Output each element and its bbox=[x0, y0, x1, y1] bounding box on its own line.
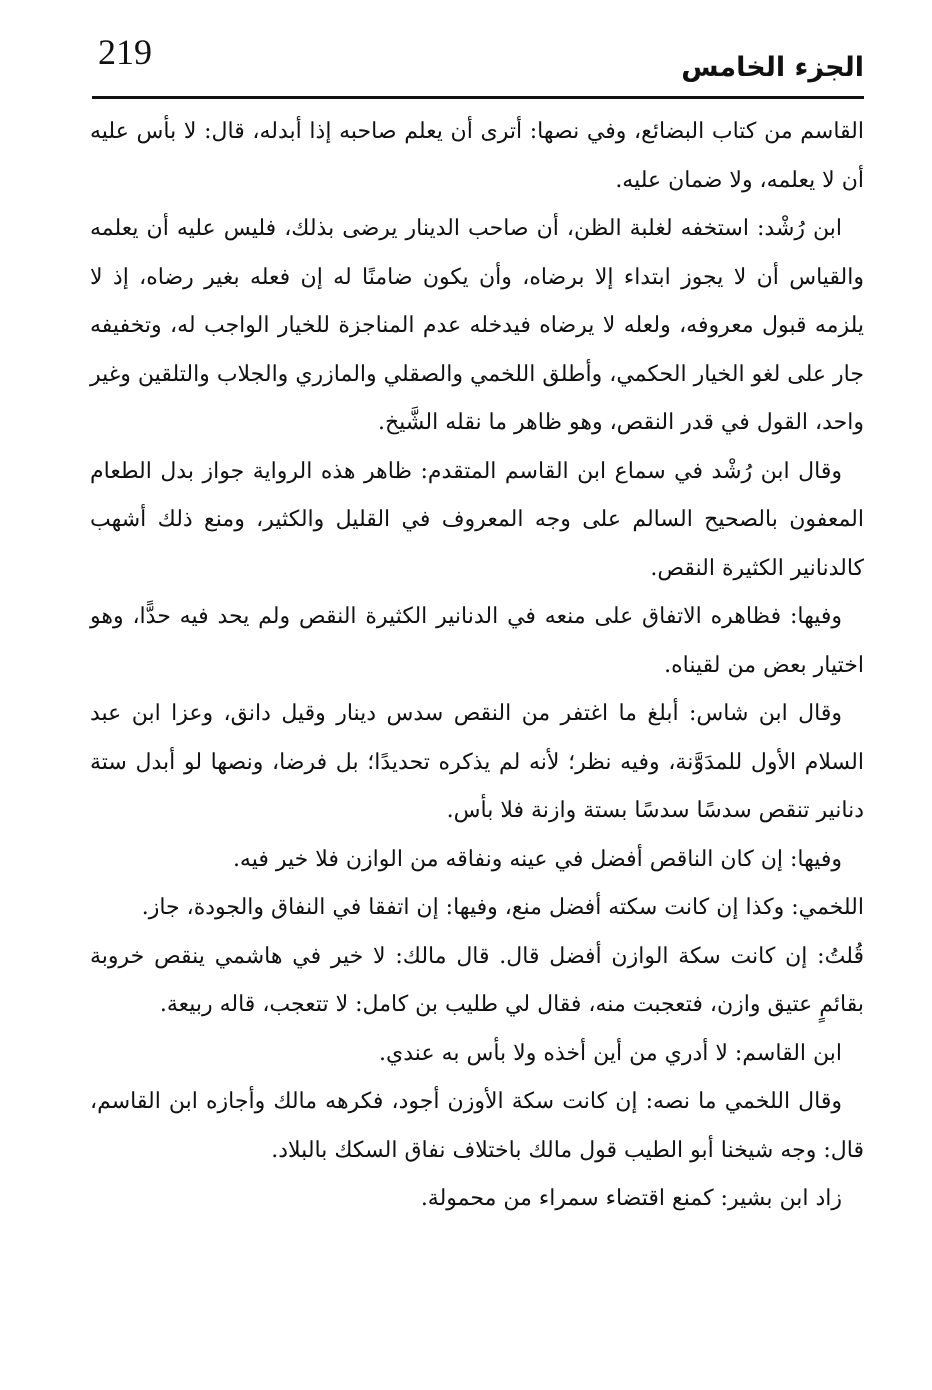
paragraph: قُلتُ: إن كانت سكة الوازن أفضل قال. قال مالك: لا خير في هاشمي ينقص خروبة بقائمٍ عتيق وازن، فتعجبت منه، فقال لي طليب بن كامل: لا تتعجب، قاله ربيعة. bbox=[90, 943, 864, 1017]
paragraph: القاسم من كتاب البضائع، وفي نصها: أترى أن يعلم صاحبه إذا أبدله، قال: لا بأس عليه أن لا يعلمه، ولا ضمان عليه. bbox=[90, 119, 864, 193]
page-number: 219 bbox=[98, 32, 152, 72]
paragraph: وفيها: إن كان الناقص أفضل في عينه ونفاقه من الوازن فلا خير فيه. bbox=[232, 846, 842, 872]
paragraph: وفيها: فظاهره الاتفاق على منعه في الدنانير الكثيرة النقص ولم يحد فيه حدًّا، وهو اختيار بعض من لقيناه. bbox=[90, 604, 864, 678]
page-header bbox=[92, 30, 864, 99]
body-text bbox=[90, 108, 864, 1224]
paragraph: زاد ابن بشير: كمنع اقتضاء سمراء من محمولة. bbox=[420, 1186, 842, 1211]
paragraph: وقال اللخمي ما نصه: إن كانت سكة الأوزن أجود، فكرهه مالك وأجازه ابن القاسم، قال: وجه شيخنا أبو الطيب قول مالك باختلاف نفاق السكك بالبلاد. bbox=[90, 1089, 864, 1163]
paragraph: ابن رُشْد: استخفه لغلبة الظن، أن صاحب الدينار يرضى بذلك، فليس عليه أن يعلمه والقياس أن لا يجوز ابتداء إلا برضاه، وأن يكون ضامنًا له إن فعله بغير رضاه، إذ لا يلزمه قبول معروفه، ولعله لا يرضاه فيدخله عدم المناجزة للخيار الواجب له، وتخفيفه جار على لغو الخيار الحكمي، وأطلق اللخمي والصقلي والمازري والجلاب والتلقين وغير واحد، القول في قدر النقص، وهو ظاهر ما نقله الشَّيخ. bbox=[90, 216, 864, 435]
paragraph: ابن القاسم: لا أدري من أين أخذه ولا بأس به عندي. bbox=[379, 1040, 842, 1066]
paragraph: اللخمي: وكذا إن كانت سكته أفضل منع، وفيها: إن اتفقا في النفاق والجودة، جاز. bbox=[141, 895, 864, 920]
paragraph: وقال ابن شاس: أبلغ ما اغتفر من النقص سدس دينار وقيل دانق، وعزا ابن عبد السلام الأول للمدَوَّنة، وفيه نظر؛ لأنه لم يذكره تحديدًا؛ بل فرضا، ونصها لو أبدل ستة دنانير تنقص سدسًا سدسًا بستة وازنة فلا بأس. bbox=[90, 701, 864, 823]
running-title: الجزء الخامس bbox=[681, 52, 864, 83]
paragraph: وقال ابن رُشْد في سماع ابن القاسم المتقدم: ظاهر هذه الرواية جواز بدل الطعام المعفون بالصحيح السالم على وجه المعروف في القليل والكثير، ومنع ذلك أشهب كالدنانير الكثيرة النقص. bbox=[90, 458, 864, 581]
